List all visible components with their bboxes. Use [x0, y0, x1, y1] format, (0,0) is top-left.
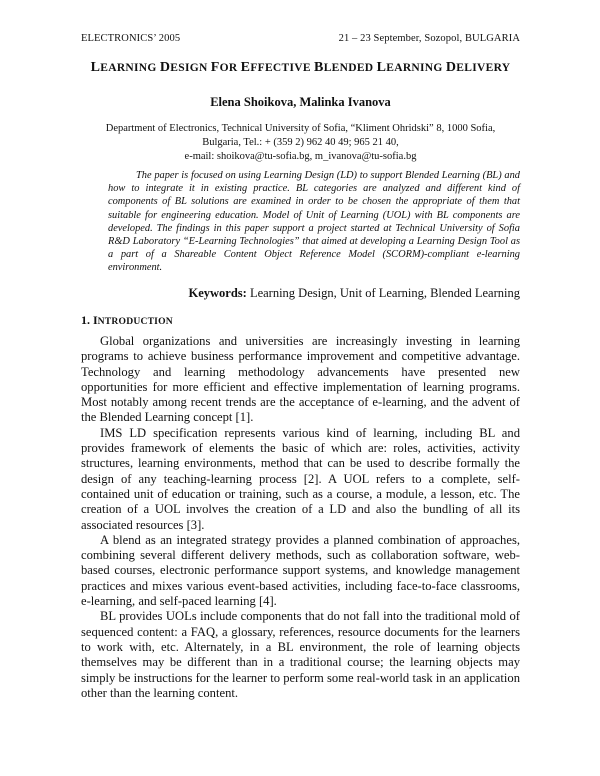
title-word: LEARNING [376, 60, 443, 75]
header-conference: ELECTRONICS’ 2005 [81, 33, 181, 44]
introduction-body [81, 334, 520, 701]
title-word: FOR [210, 60, 238, 75]
author-names: Elena Shoikova, Malinka Ivanova [210, 95, 391, 109]
title-word: DELIVERY [445, 60, 511, 75]
keywords [81, 286, 520, 301]
abstract: The paper is focused on using Learning Design (LD) to support Blended Learning (BL) and how to integrate it in existing practice. BL categories are analyzed and different kind of components of BL solutions are examined in order to be chosen the appropriate of them that suitable for engineering education. Model of Unit of Learning (UOL) with BL components are developed. The findings in this paper support a project started at Technical University of Sofia R&D Laboratory “E-Learning Technologies” that aimed at developing a Learning Design Tool as a part of a Shareable Content Object Reference Model (SCORM)-compliant e-learning environment. [108, 170, 520, 274]
affiliation-email: e-mail: shoikova@tu-sofia.bg, m_ivanova@tu-sofia.bg [184, 151, 417, 162]
author-affiliation [81, 122, 520, 164]
affiliation-line: Department of Electronics, Technical University of Sofia, “Kliment Ohridski” 8, 1000 Sofia, [105, 123, 496, 134]
title-word: DESIGN [159, 60, 208, 75]
title-word: LEARNING [90, 60, 157, 75]
body-paragraph: A blend as an integrated strategy provides a planned combination of approaches, combining several different delivery methods, such as collaboration software, web-based courses, electronic performance support systems, and knowledge management practices and mixes various event-based activities, including face-to-face classrooms, e-learning, and self-paced learning [4]. [81, 532, 520, 609]
keywords-label: Keywords: [188, 286, 247, 300]
title-word: BLENDED [314, 60, 374, 75]
affiliation-line: Bulgaria, Tel.: + (359 2) 962 40 49; 965 21 40, [202, 137, 399, 148]
title-word: EFFECTIVE [240, 60, 311, 75]
body-paragraph: BL provides UOLs include components that do not fall into the traditional mold of sequenced content: a FAQ, a glossary, references, resource documents for the learners to work with, etc. Alternately, in a BL environment, the role of learning objects themselves may be different than in a traditional course; the learning objects may simply be instructions for the learner to perform some real-world task in an application other than the learning content. [81, 609, 520, 700]
keywords-value: Learning Design, Unit of Learning, Blended Learning [249, 286, 520, 300]
paper-title [81, 60, 520, 76]
body-paragraph: Global organizations and universities are increasingly investing in learning programs to achieve business performance improvement and competitive advantage. Technology and learning methodology advancements have presented new opportunities for more efficient and effective implementation of learning programs. Most notably among recent trends are the acceptance of e-learning, and the advent of the Blended Learning concept [1]. [81, 334, 520, 425]
running-header [81, 33, 520, 44]
section-heading-introduction: 1. INTRODUCTION [81, 313, 173, 327]
body-paragraph: IMS LD specification represents various kind of learning, including BL and provides framework of elements the basic of which are: roles, activities, activity structures, learning environments, method that can be used to describe formally the design of any teaching-learning process [2]. A UOL refers to a complete, self-contained unit of education or training, such as a course, a module, a lesson, etc. The creation of a UOL involves the creation of a LD and also the bundling of all its associated resources [3]. [81, 425, 520, 532]
header-date-location: 21 – 23 September, Sozopol, BULGARIA [338, 33, 520, 44]
